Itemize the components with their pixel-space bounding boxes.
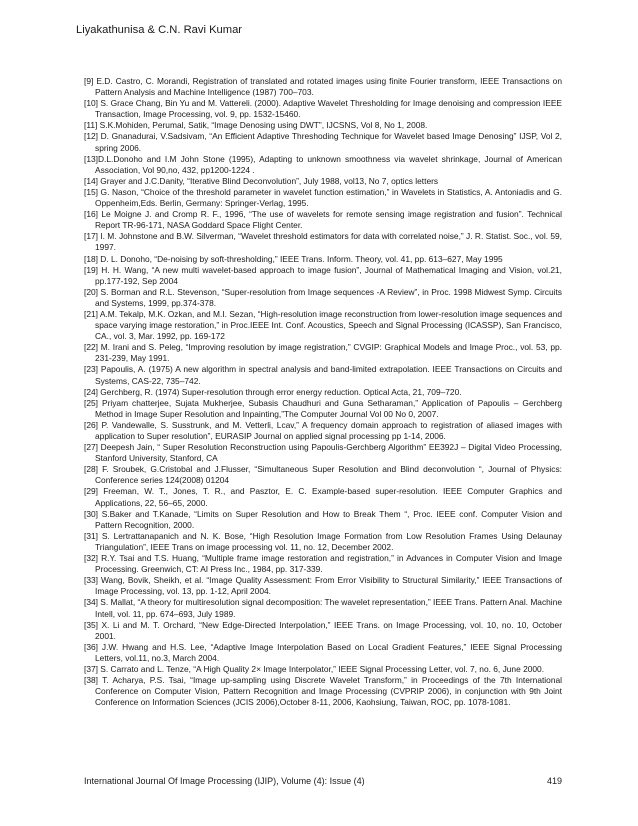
page-footer bbox=[84, 776, 562, 786]
reference-item: [19] H. H. Wang, “A new multi wavelet-based approach to image fusion”, Journal of Mathematical Imaging and Vision, vol.21, pp.177-192, Sep 2004 bbox=[84, 264, 562, 286]
reference-item: [20] S. Borman and R.L. Stevenson, “Super-resolution from Image sequences -A Review”, in Proc. 1998 Midwest Symp. Circuits and Systems, 1999, pp.374-378. bbox=[84, 286, 562, 308]
reference-item: [12] D. Gnanadurai, V.Sadsivam, “An Efficient Adaptive Threshoding Technique for Wavelet based Image Denosing” IJSP, Vol 2, spring 2006. bbox=[84, 131, 562, 153]
reference-item: [10] S. Grace Chang, Bin Yu and M. Vattereli. (2000). Adaptive Wavelet Thresholding for Image denoising and compression IEEE Transaction, Image Processing, vol. 9, pp. 1532-15460. bbox=[84, 98, 562, 120]
reference-item: [14] Grayer and J.C.Danity, “Iterative Blind Deconvolution”, July 1988, vol13, No 7, optics letters bbox=[84, 175, 439, 186]
reference-item: [13]D.L.Donoho and I.M John Stone (1995), Adapting to unknown smoothness via wavelet shrinkage, Journal of American Association, Vol 90,no, 432, pp1200-1224 . bbox=[84, 153, 562, 175]
reference-list bbox=[84, 76, 562, 708]
reference-item: [38] T. Acharya, P.S. Tsai, “Image up-sampling using Discrete Wavelet Transform,” in Proceedings of the 7th International Conference on Computer Vision, Pattern Recognition and Image Processing (CVPRIP 2006), in conjunction with 9th Joint Conference on Information Sciences (JCIS 2006),October 8-11, 2006, Kaohsiung, Taiwan, ROC, pp. 1078-1081. bbox=[84, 675, 562, 708]
reference-item: [22] M. Irani and S. Peleg, “Improving resolution by image registration,” CVGIP: Graphical Models and Image Proc., vol. 53, pp. 231-239, May 1991. bbox=[84, 342, 562, 364]
reference-item: [11] S.K.Mohiden, Perumal, Satik, “Image Denosing using DWT”, IJCSNS, Vol 8, No 1, 2008. bbox=[84, 120, 428, 131]
reference-item: [36] J.W. Hwang and H.S. Lee, “Adaptive Image Interpolation Based on Local Gradient Features,” IEEE Signal Processing Letters, vol.11, no.3, March 2004. bbox=[84, 641, 562, 663]
reference-item: [28] F. Sroubek, G.Cristobal and J.Flusser, “Simultaneous Super Resolution and Blind deconvolution “, Journal of Physics: Conference series 124(2008) 01204 bbox=[84, 464, 562, 486]
reference-item: [15] G. Nason, “Choice of the threshold parameter in wavelet function estimation,” in Wavelets in Statistics, A. Antoniadis and G. Oppenheim,Eds. Berlin, Germany: Springer-Verlag, 1995. bbox=[84, 186, 562, 209]
reference-item: [26] P. Vandewalle, S. Susstrunk, and M. Vetterli, Lcav,” A frequency domain approach to registration of aliased images with application to Super resolution”, EURASIP Journal on applied signal processing pp 1-14, 2006. bbox=[84, 419, 562, 441]
reference-item: [32] R.Y. Tsai and T.S. Huang, “Multiple frame image restoration and registration,” in Advances in Computer Vision and Image Processing. Greenwich, CT: AI Press Inc., 1984, pp. 317-339. bbox=[84, 553, 562, 575]
reference-item: [29] Freeman, W. T., Jones, T. R., and Pasztor, E. C. Example-based super-resolution. IEEE Computer Graphics and Applications, 22, 56–65, 2000. bbox=[84, 486, 562, 508]
reference-item: [23] Papoulis, A. (1975) A new algorithm in spectral analysis and band-limited extrapolation. IEEE Transactions on Circuits and Systems, CAS-22, 735–742. bbox=[84, 364, 562, 386]
reference-item: [37] S. Carrato and L. Tenze, “A High Quality 2× Image Interpolator,” IEEE Signal Processing Letter, vol. 7, no. 6, June 2000. bbox=[84, 663, 545, 674]
reference-item: [25] Priyam chatterjee, Sujata Mukherjee, Subasis Chaudhuri and Guna Setharaman,” Application of Papoulis – Gerchberg Method in Image Super Resolution and Inpainting,”The Computer Journal Vol 00 No 0, 2007. bbox=[84, 397, 562, 419]
reference-item: [30] S.Baker and T.Kanade, “Limits on Super Resolution and How to Break Them “, Proc. IEEE conf. Computer Vision and Pattern Recognition, 2000. bbox=[84, 508, 562, 530]
page-number: 419 bbox=[546, 776, 562, 786]
reference-item: [18] D. L. Donoho, “De-noising by soft-thresholding,” IEEE Trans. Inform. Theory, vol. 41, pp. 613–627, May 1995 bbox=[84, 253, 503, 264]
reference-item: [35] X. Li and M. T. Orchard, “New Edge-Directed Interpolation,” IEEE Trans. on Image Processing, vol. 10, no. 10, October 2001. bbox=[84, 619, 562, 641]
reference-item: [27] Deepesh Jain, “ Super Resolution Reconstruction using Papoulis-Gerchberg Algorithm” EE392J – Digital Video Processing, Stanford University, Stanford, CA bbox=[84, 442, 562, 464]
reference-item: [17] I. M. Johnstone and B.W. Silverman, “Wavelet threshold estimators for data with correlated noise,” J. R. Statist. Soc., vol. 59, 1997. bbox=[84, 231, 562, 253]
reference-item: [21] A.M. Tekalp, M.K. Ozkan, and M.I. Sezan, “High-resolution image reconstruction from lower-resolution image sequences and space varying image restoration,” in Proc.IEEE Int. Conf. Acoustics, Speech and Signal Processing (ICASSP), San Francisco, CA., vol. 3, Mar. 1992, pp. 169-172 bbox=[84, 308, 562, 342]
reference-item: [16] Le Moigne J. and Cromp R. F., 1996, “The use of wavelets for remote sensing image registration and fusion”. Technical Report TR-96-171, NASA Goddard Space Flight Center. bbox=[84, 209, 562, 231]
reference-item: [33] Wang, Bovik, Sheikh, et al. “Image Quality Assessment: From Error Visibility to Structural Similarity,” IEEE Transactions of Image Processing, vol. 13, pp. 1-12, April 2004. bbox=[84, 575, 562, 597]
running-head: Liyakathunisa & C.N. Ravi Kumar bbox=[76, 24, 243, 36]
footer-journal: International Journal Of Image Processing (IJIP), Volume (4): Issue (4) bbox=[84, 776, 365, 786]
reference-item: [24] Gerchberg, R. (1974) Super-resolution through error energy reduction. Optical Acta, 21, 709–720. bbox=[84, 386, 462, 397]
reference-item: [34] S. Mallat, “A theory for multiresolution signal decomposition: The wavelet representation,” IEEE Trans. Pattern Anal. Machine Intell, vol. 11, pp. 674–693, July 1989. bbox=[84, 597, 562, 619]
reference-item: [31] S. Lertrattanapanich and N. K. Bose, “High Resolution Image Formation from Low Resolution Frames Using Delaunay Triangulation”, IEEE Trans on image processing vol. 11, no. 12, December 2002. bbox=[84, 530, 562, 552]
reference-item: [9] E.D. Castro, C. Morandi, Registration of translated and rotated images using finite Fourier transform, IEEE Transactions on Pattern Analysis and Machine Intelligence (1987) 700–703. bbox=[84, 76, 562, 98]
